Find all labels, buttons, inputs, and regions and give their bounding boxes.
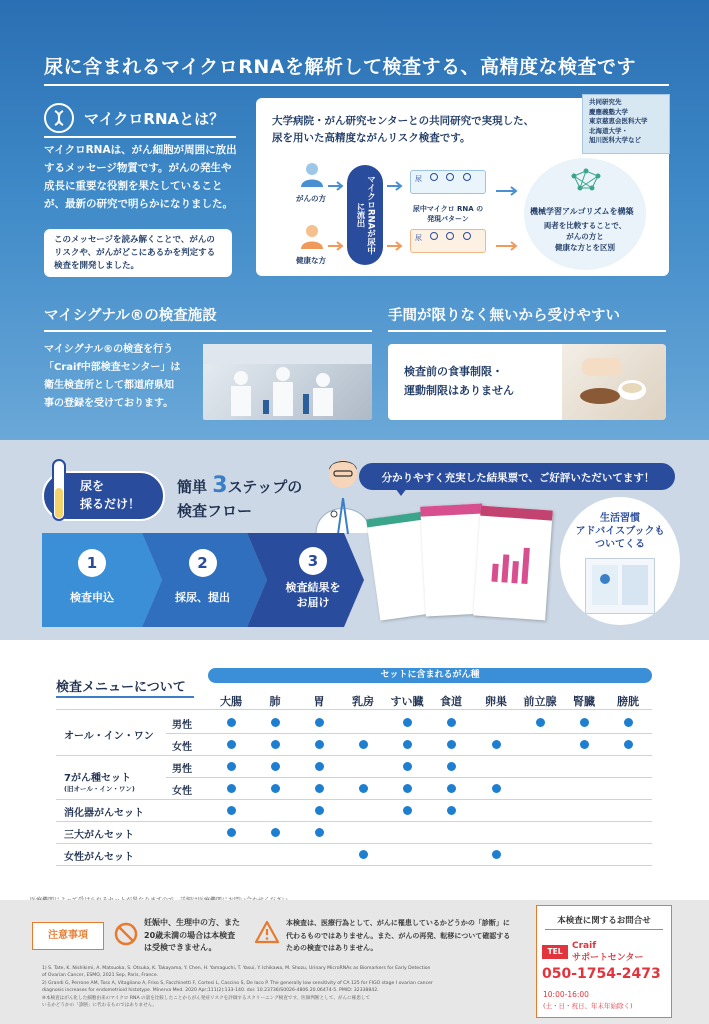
healthy-person-icon bbox=[298, 222, 326, 254]
flow-title-number: 3 bbox=[212, 473, 228, 498]
rna-icon bbox=[463, 173, 471, 181]
step-label: 採尿、提出 bbox=[175, 591, 230, 604]
pattern-line: 発現パターン bbox=[427, 215, 469, 223]
reference-line: of Ovarian Cancer, ESMO, 2021 Sep, Paris, France. bbox=[42, 973, 159, 979]
plan-name: 7がん種セット bbox=[64, 773, 131, 784]
included-dot bbox=[227, 784, 236, 793]
caution-1 bbox=[144, 917, 240, 955]
microrna-body-line: 成長に重要な役割を果たしていること bbox=[44, 180, 223, 192]
rna-icon bbox=[446, 232, 454, 240]
set-header bbox=[208, 668, 652, 683]
included-dot bbox=[580, 718, 589, 727]
caution-1-line: 20歳未満の場合は本検査 bbox=[144, 930, 236, 940]
cancer-header: 卵巣 bbox=[485, 695, 507, 708]
reference-line: 2) Grandi G, Perrone AM, Toss A, Vitagliano A, Friso S, Facchinetti F, Cortesi L, Cascino S, De Iaco P. The generally low sensitivity of CA 125 for FIGO stage I ovarian cancer bbox=[42, 980, 433, 986]
prohibited-icon bbox=[114, 922, 138, 950]
included-dot bbox=[492, 784, 501, 793]
sex-label: 女性 bbox=[172, 786, 192, 797]
facility-body-line: 事の登録を受けております。 bbox=[44, 398, 174, 409]
easy-body bbox=[404, 362, 514, 400]
cancer-header: 膀胱 bbox=[617, 695, 639, 708]
healthy-person-label: 健康な方 bbox=[296, 256, 326, 265]
set-header-label: セットに含まれるがん種 bbox=[380, 670, 480, 680]
included-dot bbox=[403, 806, 412, 815]
included-dot bbox=[403, 740, 412, 749]
research-lead-line: 尿を用いた高精度ながんリスク検査です。 bbox=[272, 132, 471, 144]
row-divider bbox=[56, 709, 652, 710]
sex-label: 女性 bbox=[172, 742, 192, 753]
meal-photo bbox=[562, 344, 666, 420]
included-dot bbox=[359, 850, 368, 859]
cancer-header: 肺 bbox=[269, 695, 281, 708]
included-dot bbox=[492, 850, 501, 859]
flow-title-line2: 検査フロー bbox=[177, 502, 253, 520]
dna-icon bbox=[44, 103, 74, 133]
microrna-note-line: 検査を開発しました。 bbox=[54, 261, 140, 271]
step-1 bbox=[42, 533, 142, 627]
partner-item: 東京慈恵会医科大学 bbox=[589, 117, 648, 125]
easy-title: 手間が限りなく無いから受けやすい bbox=[388, 308, 620, 324]
warning-icon bbox=[254, 920, 280, 948]
rna-icon bbox=[446, 173, 454, 181]
flow-pill bbox=[347, 165, 383, 265]
row-divider bbox=[56, 799, 652, 800]
included-dot bbox=[403, 718, 412, 727]
included-dot bbox=[315, 806, 324, 815]
cancer-header: 胃 bbox=[313, 695, 325, 708]
plan-label bbox=[64, 769, 135, 793]
included-dot bbox=[227, 762, 236, 771]
facility-title: マイシグナル®の検査施設 bbox=[44, 308, 217, 324]
included-dot bbox=[403, 762, 412, 771]
urine-label: 尿 bbox=[415, 175, 422, 183]
advice-book-image bbox=[585, 558, 655, 614]
included-dot bbox=[359, 740, 368, 749]
reference-line: diagnosis increases for endometrioid histotype. Minerva Med. 2020 Apr;111(2):133-140. doi: 10.23736/S0026-4806.20.06474-5. PMID: 32338842. bbox=[42, 988, 379, 994]
ml-body-line: 健康な方とを区別 bbox=[555, 243, 615, 252]
included-dot bbox=[492, 740, 501, 749]
row-divider bbox=[166, 733, 652, 734]
caution-1-line: は受検できません。 bbox=[144, 943, 217, 952]
included-dot bbox=[315, 740, 324, 749]
easy-body-line: 運動制限はありません bbox=[404, 384, 514, 397]
reference-line: ※本検査はがん化した細胞由来のマイクロ RNA の量を比較したことからがん発症リスクを評価するスクリーニング検査です。医師判断として、がんに罹患して bbox=[42, 995, 371, 1001]
microrna-body bbox=[44, 141, 244, 213]
caution-2-line: ための検査ではありません。 bbox=[286, 944, 378, 952]
microrna-note-box bbox=[44, 229, 232, 277]
microrna-note-line: このメッセージを読み解くことで、がんの bbox=[54, 235, 215, 245]
step-label: 検査結果を bbox=[285, 581, 341, 594]
flow-title-post: ステップの bbox=[227, 478, 303, 496]
step-2 bbox=[150, 533, 255, 627]
plan-name: 女性がんセット bbox=[64, 852, 134, 863]
research-lead-line: 大学病院・がん研究センターとの共同研究で実現した、 bbox=[272, 115, 535, 127]
included-dot bbox=[447, 718, 456, 727]
included-dot bbox=[447, 784, 456, 793]
row-divider bbox=[166, 777, 652, 778]
included-dot bbox=[624, 718, 633, 727]
contact-company bbox=[572, 940, 643, 964]
rna-icon bbox=[463, 232, 471, 240]
plan-name: 三大がんセット bbox=[64, 830, 134, 841]
step-number: 2 bbox=[189, 549, 217, 577]
step-number: 1 bbox=[78, 549, 106, 577]
title-rule bbox=[44, 84, 669, 86]
included-dot bbox=[315, 718, 324, 727]
row-divider bbox=[56, 821, 652, 822]
reference-line: 1) S. Tate, K. Nishikimi, A. Matsuoka, S. Otsuka, K. Takayama, Y. Chen, H. Yamaguchi, T. Yasui, Y. Ichikawa, M. Shozu, Urinary MicroRNAs as Biomarkers for Early Detection bbox=[42, 966, 431, 971]
row-divider bbox=[56, 843, 652, 844]
urine-badge-line: 尿を bbox=[80, 479, 105, 493]
included-dot bbox=[536, 718, 545, 727]
arrow-icon bbox=[328, 236, 346, 255]
urine-badge-text bbox=[80, 477, 140, 513]
menu-title: 検査メニューについて bbox=[56, 680, 186, 695]
pattern-line: 尿中マイクロ RNA の bbox=[412, 205, 484, 213]
urine-sample-top bbox=[410, 170, 486, 194]
microrna-body-line: が、最新の研究で明らかになりました。 bbox=[44, 198, 233, 210]
contact-title: 本検査に関するお問合せ bbox=[557, 916, 651, 926]
microrna-note-line: リスクや、がんがどこにあるかを判定する bbox=[54, 248, 216, 258]
included-dot bbox=[271, 718, 280, 727]
sex-label: 男性 bbox=[172, 720, 192, 731]
reference-line: いるかどうかの「診断」に代わるものではありません。 bbox=[42, 1003, 158, 1009]
ml-body-line: 両者を比較することで、 bbox=[543, 221, 627, 230]
partner-item: 旭川医科大学など bbox=[589, 136, 641, 144]
included-dot bbox=[227, 740, 236, 749]
urine-badge-line: 採るだけ！ bbox=[80, 497, 141, 511]
cancer-header: 大腸 bbox=[220, 695, 242, 708]
plan-subname: (旧オール・イン・ワン) bbox=[64, 785, 135, 793]
facility-rule bbox=[44, 330, 372, 332]
arrow-icon bbox=[387, 236, 405, 255]
facility-body-line: 衛生検査所として都道府県知 bbox=[44, 380, 174, 391]
row-divider bbox=[56, 755, 652, 756]
ml-body-line: がんの方と bbox=[566, 232, 604, 241]
tel-badge bbox=[542, 945, 568, 959]
included-dot bbox=[271, 828, 280, 837]
advice-book-text bbox=[566, 512, 674, 551]
arrow-icon bbox=[496, 181, 520, 200]
research-lead bbox=[272, 113, 534, 147]
report-chart bbox=[489, 534, 536, 587]
menu-title-rule bbox=[56, 696, 194, 698]
included-dot bbox=[403, 784, 412, 793]
flow-title-pre: 簡単 bbox=[177, 478, 208, 496]
ml-body bbox=[530, 220, 640, 253]
lab-photo bbox=[203, 344, 372, 420]
partners-box bbox=[582, 94, 670, 154]
cancer-header: 食道 bbox=[440, 695, 462, 708]
microrna-title: マイクロRNAとは？ bbox=[84, 110, 225, 128]
cancer-header: 乳房 bbox=[352, 695, 374, 708]
facility-body-line: 「Craif中部検査センター」は bbox=[44, 362, 181, 373]
advice-book-line: アドバイスブックも bbox=[575, 526, 665, 537]
pattern-label bbox=[412, 204, 484, 224]
arrow-icon bbox=[496, 236, 520, 255]
cancer-header: 腎臓 bbox=[573, 695, 595, 708]
speech-text: 分かりやすく充実した結果票で、ご好評いただいてます！ bbox=[381, 472, 655, 484]
included-dot bbox=[447, 806, 456, 815]
caution-1-line: 妊娠中、生理中の方、また bbox=[144, 918, 240, 927]
included-dot bbox=[271, 740, 280, 749]
arrow-icon bbox=[328, 176, 346, 195]
flow-pill-text: マイクロRNAが尿中に流出 bbox=[355, 175, 376, 255]
partners-title: 共同研究先 bbox=[589, 98, 622, 106]
caution-label bbox=[32, 922, 104, 950]
urine-label: 尿 bbox=[415, 234, 422, 242]
caution-2-line: 代わるものではありません。また、がんの再発、転移について確認する bbox=[286, 931, 511, 940]
row-divider bbox=[56, 865, 652, 866]
microrna-body-line: マイクロRNAは、がん細胞が周囲に放出 bbox=[44, 144, 237, 156]
contact-hours: 10:00-16:00 bbox=[543, 990, 589, 999]
easy-body-line: 検査前の食事制限・ bbox=[404, 365, 503, 378]
included-dot bbox=[447, 740, 456, 749]
contact-days: (土・日・祝日、年末年始除く) bbox=[543, 1002, 633, 1010]
contact-phone[interactable]: 050-1754-2473 bbox=[542, 966, 661, 982]
facility-body bbox=[44, 341, 204, 413]
cancer-header: 前立腺 bbox=[523, 695, 557, 708]
included-dot bbox=[315, 762, 324, 771]
step-label: 検査申込 bbox=[70, 591, 114, 604]
plan-name: オール・イン・ワン bbox=[64, 731, 154, 742]
included-dot bbox=[227, 828, 236, 837]
cancer-header: すい臓 bbox=[390, 695, 424, 708]
ml-title: 機械学習アルゴリズムを構築 bbox=[530, 207, 634, 216]
included-dot bbox=[271, 762, 280, 771]
cancer-person-label: がんの方 bbox=[296, 194, 326, 203]
cancer-person-icon bbox=[298, 160, 326, 192]
included-dot bbox=[271, 784, 280, 793]
page-title: 尿に含まれるマイクロRNAを解析して検査する、高精度な検査です bbox=[44, 56, 636, 78]
facility-body-line: マイシグナル®の検査を行う bbox=[44, 344, 174, 355]
speech-tail bbox=[395, 488, 407, 496]
plan-label bbox=[64, 727, 154, 742]
references bbox=[42, 965, 532, 1009]
advice-book-line: 生活習慣 bbox=[600, 513, 640, 524]
included-dot bbox=[624, 740, 633, 749]
included-dot bbox=[227, 806, 236, 815]
advice-book-line: ついてくる bbox=[595, 539, 645, 550]
included-dot bbox=[315, 784, 324, 793]
included-dot bbox=[580, 740, 589, 749]
included-dot bbox=[447, 762, 456, 771]
step-3 bbox=[260, 533, 366, 627]
rna-icon bbox=[430, 173, 438, 181]
included-dot bbox=[359, 784, 368, 793]
contact-center-name: サポートセンター bbox=[572, 953, 644, 963]
rna-icon bbox=[430, 232, 438, 240]
caution-label-text: 注意事項 bbox=[48, 930, 88, 941]
contact-rule bbox=[545, 929, 663, 930]
partner-item: 北海道大学・ bbox=[589, 126, 628, 135]
plan-name: 消化器がんセット bbox=[64, 808, 144, 819]
network-icon bbox=[566, 166, 606, 200]
included-dot bbox=[227, 718, 236, 727]
sex-label: 男性 bbox=[172, 764, 192, 775]
easy-rule bbox=[388, 330, 666, 332]
flow-title bbox=[177, 474, 302, 523]
caution-2 bbox=[286, 917, 526, 955]
test-tube-icon bbox=[50, 458, 68, 528]
microrna-rule bbox=[44, 136, 236, 138]
contact-company-name: Craif bbox=[572, 941, 597, 951]
arrow-icon bbox=[387, 176, 405, 195]
included-dot bbox=[315, 828, 324, 837]
step-number: 3 bbox=[299, 547, 327, 575]
tel-badge-text: TEL bbox=[547, 947, 563, 956]
microrna-body-line: するメッセージ物質です。がんの発生や bbox=[44, 162, 232, 174]
urine-sample-bottom bbox=[410, 229, 486, 253]
partner-item: 慶應義塾大学 bbox=[589, 107, 628, 116]
caution-2-line: 本検査は、医療行為として、がんに罹患しているかどうかの「診断」に bbox=[286, 919, 510, 927]
step-label: お届け bbox=[296, 596, 330, 609]
